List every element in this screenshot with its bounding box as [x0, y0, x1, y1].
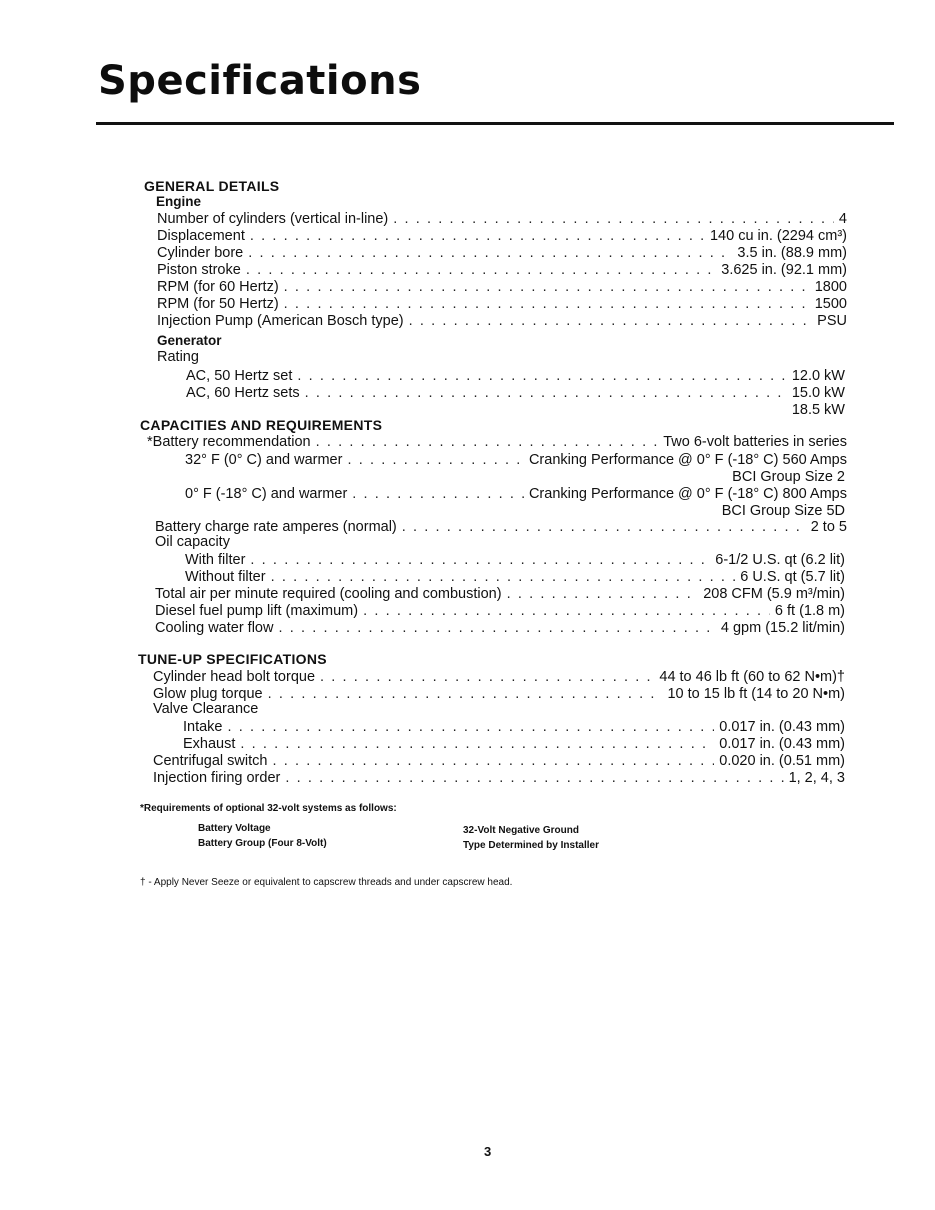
capacities-heading: CAPACITIES AND REQUIREMENTS	[140, 417, 383, 433]
requirement-value: Type Determined by Installer	[463, 840, 599, 851]
spec-row-bore	[157, 245, 847, 262]
leader-dots	[393, 211, 834, 227]
generator-heading: Generator	[157, 333, 222, 348]
spec-row-ac-60	[186, 385, 845, 402]
spec-row-battery	[147, 434, 847, 451]
general-details-heading: GENERAL DETAILS	[144, 178, 280, 194]
spec-row-water-flow	[155, 620, 845, 637]
spec-row-air	[155, 586, 845, 603]
spec-row-with-filter	[185, 552, 845, 569]
leader-dots	[268, 686, 663, 702]
spec-value: 44 to 46 lb ft (60 to 62 N•m)†	[659, 669, 845, 685]
spec-value: 6 ft (1.8 m)	[774, 603, 845, 619]
spec-label: Without filter	[185, 569, 266, 585]
spec-row-centrifugal-switch	[153, 753, 845, 770]
leader-dots	[278, 620, 715, 636]
spec-value: 0.020 in. (0.51 mm)	[719, 753, 845, 769]
leader-dots	[246, 262, 716, 278]
spec-label: Intake	[183, 719, 223, 735]
valve-clearance-label: Valve Clearance	[153, 701, 259, 717]
rating-label: Rating	[157, 349, 199, 365]
leader-dots	[409, 313, 813, 329]
leader-dots	[352, 486, 524, 502]
spec-value: 4 gpm (15.2 lit/min)	[720, 620, 845, 636]
requirement-label: Battery Group (Four 8-Volt)	[198, 838, 327, 849]
spec-row-intake	[183, 719, 845, 736]
spec-row-exhaust	[183, 736, 845, 753]
leader-dots	[316, 434, 659, 450]
spec-row-cylinders	[157, 211, 847, 228]
spec-label: Centrifugal switch	[153, 753, 268, 769]
spec-row-firing-order	[153, 770, 845, 787]
leader-dots	[297, 368, 786, 384]
spec-label: Displacement	[157, 228, 245, 244]
requirement-value: 32-Volt Negative Ground	[463, 825, 579, 836]
leader-dots	[507, 586, 699, 602]
spec-label: Cylinder head bolt torque	[153, 669, 316, 685]
spec-label: AC, 50 Hertz set	[186, 368, 293, 384]
leader-dots	[228, 719, 715, 735]
leader-dots	[284, 296, 810, 312]
leader-dots	[347, 452, 524, 468]
leader-dots	[402, 519, 806, 535]
spec-row-fuel-lift	[155, 603, 845, 620]
spec-label: Piston stroke	[157, 262, 241, 278]
spec-value: 15.0 kW	[791, 385, 845, 401]
leader-dots	[272, 753, 714, 769]
spec-value: 140 cu in. (2294 cm³)	[709, 228, 847, 244]
spec-label: Number of cylinders (vertical in-line)	[157, 211, 389, 227]
leader-dots	[320, 669, 654, 685]
spec-value: 1, 2, 4, 3	[788, 770, 845, 786]
spec-value: 0.017 in. (0.43 mm)	[719, 736, 845, 752]
spec-label: RPM (for 60 Hertz)	[157, 279, 279, 295]
spec-value: 3.5 in. (88.9 mm)	[737, 245, 847, 261]
leader-dots	[271, 569, 736, 585]
spec-label: Exhaust	[183, 736, 236, 752]
spec-row-rpm-60	[157, 279, 847, 296]
leader-dots	[250, 228, 705, 244]
spec-row-injection-pump	[157, 313, 847, 330]
title-rule	[96, 122, 894, 125]
spec-value-extra: 18.5 kW	[791, 402, 845, 418]
page-number: 3	[484, 1144, 492, 1159]
tuneup-heading: TUNE-UP SPECIFICATIONS	[138, 651, 327, 667]
requirements-heading: *Requirements of optional 32-volt systems as follows:	[140, 803, 397, 814]
spec-row-displacement	[157, 228, 847, 245]
spec-value: Two 6-volt batteries in series	[663, 434, 847, 450]
leader-dots	[305, 385, 787, 401]
leader-dots	[284, 279, 810, 295]
requirement-label: Battery Voltage	[198, 823, 271, 834]
spec-row-head-bolt	[153, 669, 845, 686]
spec-label: Injection firing order	[153, 770, 281, 786]
spec-value-extra: BCI Group Size 2	[732, 469, 845, 485]
spec-value: Cranking Performance @ 0° F (-18° C) 800 Amps	[528, 486, 847, 502]
spec-value-extra: BCI Group Size 5D	[721, 503, 845, 519]
page-title: Specifications	[98, 58, 422, 104]
spec-label: 32° F (0° C) and warmer	[185, 452, 343, 468]
spec-label: Cylinder bore	[157, 245, 244, 261]
spec-value: 2 to 5	[810, 519, 847, 535]
spec-label: Diesel fuel pump lift (maximum)	[155, 603, 359, 619]
footnote: † - Apply Never Seeze or equivalent to capscrew threads and under capscrew head.	[140, 877, 513, 888]
spec-label: Glow plug torque	[153, 686, 263, 702]
spec-value: PSU	[817, 313, 847, 329]
spec-value: 1500	[814, 296, 847, 312]
spec-value: 12.0 kW	[791, 368, 845, 384]
spec-value: 6 U.S. qt (5.7 lit)	[740, 569, 845, 585]
spec-value: 4	[838, 211, 847, 227]
spec-label: Cooling water flow	[155, 620, 274, 636]
spec-row-charge-rate	[155, 519, 847, 536]
spec-label: AC, 60 Hertz sets	[186, 385, 300, 401]
leader-dots	[363, 603, 770, 619]
spec-value: 208 CFM (5.9 m³/min)	[703, 586, 845, 602]
spec-label: With filter	[185, 552, 246, 568]
spec-label: Battery charge rate amperes (normal)	[155, 519, 397, 535]
spec-row-ac-50	[186, 368, 845, 385]
spec-value: Cranking Performance @ 0° F (-18° C) 560 Amps	[528, 452, 847, 468]
spec-label: Injection Pump (American Bosch type)	[157, 313, 404, 329]
spec-row-battery-cold	[185, 486, 847, 503]
spec-row-stroke	[157, 262, 847, 279]
spec-value: 6-1/2 U.S. qt (6.2 lit)	[715, 552, 845, 568]
leader-dots	[250, 552, 710, 568]
spec-label: RPM (for 50 Hertz)	[157, 296, 279, 312]
spec-row-without-filter	[185, 569, 845, 586]
engine-heading: Engine	[156, 194, 202, 209]
spec-label: *Battery recommendation	[147, 434, 311, 450]
spec-label: 0° F (-18° C) and warmer	[185, 486, 348, 502]
spec-value: 1800	[814, 279, 847, 295]
oil-capacity-label: Oil capacity	[155, 534, 230, 550]
spec-value: 10 to 15 lb ft (14 to 20 N•m)	[667, 686, 845, 702]
leader-dots	[285, 770, 783, 786]
spec-value: 0.017 in. (0.43 mm)	[719, 719, 845, 735]
spec-label: Total air per minute required (cooling and combustion)	[155, 586, 502, 602]
leader-dots	[248, 245, 732, 261]
spec-value: 3.625 in. (92.1 mm)	[721, 262, 847, 278]
leader-dots	[240, 736, 714, 752]
spec-row-rpm-50	[157, 296, 847, 313]
spec-row-battery-warm	[185, 452, 847, 469]
